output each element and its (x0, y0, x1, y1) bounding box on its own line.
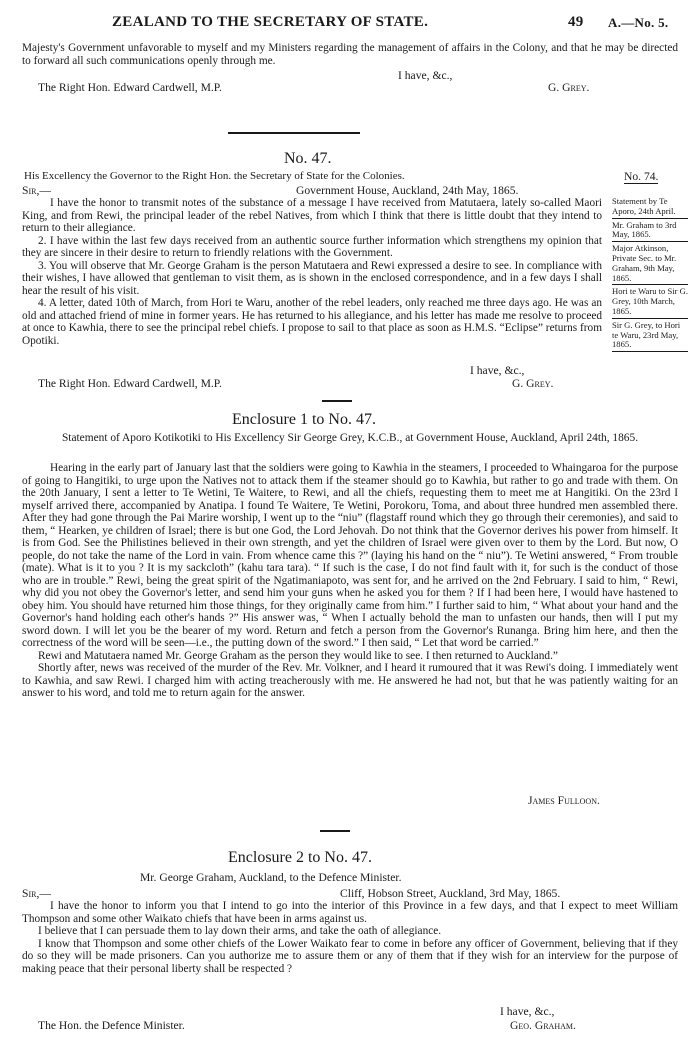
enclosure1-signature: James Fulloon. (528, 794, 600, 807)
top-continuation-text: Majesty's Government unfavorable to myself and my Ministers regarding the management of affairs in the Colony, and that he may be directed to forward all such communications openly through me. (22, 42, 678, 67)
no47-dateline: Government House, Auckland, 24th May, 1865. (296, 184, 519, 197)
page-number: 49 (568, 14, 584, 30)
document-reference: A.—No. 5. (608, 15, 669, 30)
enclosure2-paragraph-2: I believe that I can persuade them to lay down their arms, and take the oath of allegiance. (38, 925, 442, 937)
top-signature: G. Grey. (548, 81, 590, 94)
section-divider (228, 132, 360, 134)
enclosure1-body (22, 462, 678, 700)
enclosure2-paragraph-1: I have the honor to inform you that I intend to go into the interior of this Province in a few days, and that I expect to meet William Thompson and some other Waikato chiefs that have been in arms against us. (22, 900, 678, 925)
no47-reference: No. 74. (624, 170, 659, 183)
no47-paragraph-4: 4. A letter, dated 10th of March, from Hori te Waru, another of the rebel leaders, only reached me three days ago. He was an old and attached friend of mine in former years. He has returned to his allegiance, and his letter has made me resolve to proceed at once to Kawhia, there to see the principal rebel chiefs. I propose to sail to that place as soon as H.M.S. “Eclipse” returns from Opotiki. (22, 297, 602, 347)
enclosure1-subtitle: Statement of Aporo Kotikotiki to His Excellency Sir George Grey, K.C.B., at Government House, Auckland, April 24th, 1865. (61, 432, 639, 444)
enclosure1-paragraph-1: Hearing in the early part of January last that the soldiers were going to Kawhia in the steamers, I proceeded to Whaingaroa for the purpose of going to Hangitiki, to urge upon the Natives not to attack them if the steamer should go to Kawhia, but rather to go and trade with them. On the 20th January, I sent a letter to Te Wetini, Te Waitere, to Rewi, and all the chiefs, requesting them to meet me at Hangitiki. On the 23rd I myself arrived there, accompanied by Anatipa. I found Te Waitere, Te Wetini, Porokoru, Toma, and about three hundred men assembled there. After they had gone through the Pai Marire worship, I went up to the “niu” (flagstaff round which they go through their ceremonies), and said to them, “ Hearken, ye children of Israel; there is but one God, the Lord Jehovah. Do not think that the Governor derives his power from himself. It is from God. See the Philistines believed in their own strength, and yet the children of Israel were given over to them by the Lord. But now, O people, do not take the name of the Lord in vain. From whence came this ?” (laying his hand on the “ niu”). Te Wetini answered, “ From trouble (mate). What is it to you ? It is my sackcloth” (kahu tara tara). “ If such is the case, I do not find fault with it, for such is the conduct of those who are in trouble.” Rewi, being the great spirit of the Ngatimaniapoto, was sent for, and he arrived on the 2nd February. I said to him, “ Rewi, why did you not obey the Governor's letter, and send him your guns when he asked you for them ? If I had been here, I would have hastened to obey him. You should have returned him those things, for they originally came from him.” I further said to him, “ What about your hand and the Governor's hand holding each other's hands ?” His answer was, “ When I actually behold the man to unfasten our hands, then will I put my sword down. I will let you be the bearer of my word. Return and fetch a person from the Governor's Runanga. Bring him here, and then the correctness of the word will be seen—i.e., the putting down of the sword.” I then said, “ Let that word be carried.” (22, 462, 678, 649)
no47-signature: G. Grey. (512, 377, 554, 390)
no47-paragraph-3: 3. You will observe that Mr. George Graham is the person Matutaera and Rewi expressed a desire to see. In compliance with their wishes, I have allowed that gentleman to visit them, as is shown in the enclosed correspondence, and in a few days I shall hear the result of his visit. (22, 259, 602, 297)
enclosure1-paragraph-2: Rewi and Matutaera named Mr. George Graham as the person they would like to see. I then returned to Auckland.” (38, 649, 558, 662)
section-divider (322, 400, 352, 402)
no47-body (22, 197, 602, 347)
enclosure2-addressee: The Hon. the Defence Minister. (38, 1019, 185, 1032)
no47-paragraph-1: I have the honor to transmit notes of the substance of a message I have received from Matutaera, lately so-called Maori King, and from Rewi, the principal leader of the rebel Natives, from which I think that there is little doubt that they intend to return to their allegiance. (22, 197, 602, 234)
enclosure1-paragraph-3: Shortly after, news was received of the murder of the Rev. Mr. Volkner, and I heard it rumoured that it was Rewi's doing. I immediately went to Kawhia, and saw Rewi. I charged him with acting treacherously with me. He answered he had not, but that he was patiently waiting for an answer to his word, and told me to return again for the answer. (22, 662, 678, 699)
margin-note: Statement by Te Aporo, 24th April. (612, 197, 688, 219)
no47-title: No. 47. (284, 150, 332, 167)
margin-note: Sir G. Grey, to Hori te Waru, 23rd May, 1865. (612, 321, 688, 352)
running-title: ZEALAND TO THE SECRETARY OF STATE. (112, 14, 429, 30)
enclosure2-closing: I have, &c., (500, 1005, 555, 1018)
enclosure2-subtitle: Mr. George Graham, Auckland, to the Defence Minister. (140, 871, 402, 884)
margin-note: Major Atkinson, Private Sec. to Mr. Graham, 9th May, 1865. (612, 244, 688, 285)
no47-subtitle: His Excellency the Governor to the Right Hon. the Secretary of State for the Colonies. (24, 170, 405, 182)
enclosure2-title: Enclosure 2 to No. 47. (228, 849, 372, 866)
no47-paragraph-2: 2. I have within the last few days received from an authentic source further information which strengthens my opinion that they are sincere in their desire to return to friendly relations with the Government. (22, 234, 602, 259)
enclosure1-title: Enclosure 1 to No. 47. (232, 411, 376, 428)
enclosure2-salutation: Sir,— (22, 887, 51, 900)
enclosure2-paragraph-3: I know that Thompson and some other chiefs of the Lower Waikato fear to come in before any officer of Government, believing that if they do so they will be made prisoners. Can you authorize me to assure them or any of them that if they wish for an interview for the purpose of making peace that their personal liberty shall be respected ? (22, 937, 678, 975)
margin-notes (612, 197, 688, 354)
enclosure2-body (22, 900, 678, 975)
top-closing: I have, &c., (398, 69, 453, 82)
top-addressee: The Right Hon. Edward Cardwell, M.P. (38, 81, 222, 94)
enclosure2-dateline: Cliff, Hobson Street, Auckland, 3rd May, 1865. (340, 887, 561, 900)
margin-note: Hori te Waru to Sir G. Grey, 10th March, 1865. (612, 287, 688, 318)
no47-closing: I have, &c., (470, 364, 525, 377)
section-divider (320, 830, 350, 832)
margin-note: Mr. Graham to 3rd May, 1865. (612, 221, 688, 243)
enclosure2-signature: Geo. Graham. (510, 1019, 576, 1032)
no47-addressee: The Right Hon. Edward Cardwell, M.P. (38, 377, 222, 390)
no47-salutation: Sir,— (22, 184, 51, 197)
